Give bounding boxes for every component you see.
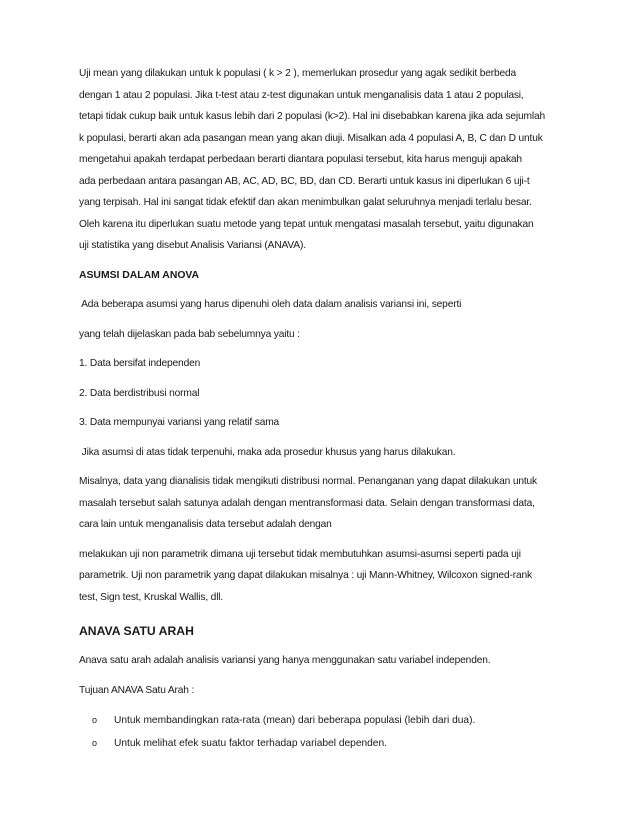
anava-definition: Anava satu arah adalah analisis variansi yang hanya menggunakan satu variabel independen. <box>79 655 491 666</box>
paragraph-line: parametrik. Uji non parametrik yang dapat dilakukan misalnya : uji Mann-Whitney, Wilcoxon signed-rank <box>79 570 532 581</box>
tujuan-list <box>79 709 569 755</box>
list-item <box>92 732 569 755</box>
paragraph-line: test, Sign test, Kruskal Wallis, dll. <box>79 591 224 603</box>
intro-paragraph <box>79 63 569 257</box>
intro-line: ada perbedaan antara pasangan AB, AC, AD, BC, BD, dan CD. Berarti untuk kasus ini diperlukan 6 uji-t <box>79 175 530 187</box>
intro-line: tetapi tidak cukup baik untuk kasus lebih dari 2 populasi (k>2). Hal ini disebabkan karena jika ada sejumlah <box>79 111 546 122</box>
list-item-text: Untuk membandingkan rata-rata (mean) dari beberapa populasi (lebih dari dua). <box>114 715 476 726</box>
anava-heading: ANAVA SATU ARAH <box>79 624 194 638</box>
intro-line: uji statistika yang disebut Analisis Variansi (ANAVA). <box>79 240 306 251</box>
bullet-icon: o <box>92 715 98 725</box>
asumsi-intro-line: Ada beberapa asumsi yang harus dipenuhi oleh data dalam analisis variansi ini, seperti <box>79 299 462 310</box>
paragraph-line: cara lain untuk menganalisis data tersebut adalah dengan <box>79 519 332 530</box>
asumsi-heading: ASUMSI DALAM ANOVA <box>79 269 200 281</box>
paragraph-line: masalah tersebut salah satunya adalah dengan mentransformasi data. Selain dengan transformasi data, <box>79 497 535 509</box>
paragraph-line: melakukan uji non parametrik dimana uji tersebut tidak membutuhkan asumsi-asumsi seperti pada uji <box>79 548 521 560</box>
document-page <box>79 63 569 755</box>
tujuan-label: Tujuan ANAVA Satu Arah : <box>79 684 195 696</box>
intro-line: dengan 1 atau 2 populasi. Jika t-test atau z-test digunakan untuk menganalisis data 1 atau 2 populasi, <box>79 89 524 101</box>
list-item-text: Untuk melihat efek suatu faktor terhadap variabel dependen. <box>114 738 387 749</box>
list-item <box>92 709 569 732</box>
asumsi-item: 3. Data mempunyai variansi yang relatif sama <box>79 417 280 428</box>
paragraph-line: Misalnya, data yang dianalisis tidak mengikuti distribusi normal. Penanganan yang dapat dilakukan untuk <box>79 476 537 487</box>
intro-line: mengetahui apakah terdapat perbedaan berarti diantara populasi tersebut, kita harus menguji apakah <box>79 154 522 165</box>
asumsi-paragraph-2 <box>79 471 569 536</box>
asumsi-note: Jika asumsi di atas tidak terpenuhi, maka ada prosedur khusus yang harus dilakukan. <box>79 446 456 458</box>
bullet-icon: o <box>92 738 98 748</box>
asumsi-item: 2. Data berdistribusi normal <box>79 387 200 399</box>
asumsi-intro-line: yang telah dijelaskan pada bab sebelumnya yaitu : <box>79 328 300 340</box>
intro-line: Uji mean yang dilakukan untuk k populasi ( k > 2 ), memerlukan prosedur yang agak sedikit berbeda <box>79 68 517 79</box>
intro-line: Oleh karena itu diperlukan suatu metode yang tepat untuk mengatasi masalah tersebut, yaitu digunakan <box>79 218 534 230</box>
asumsi-item: 1. Data bersifat independen <box>79 358 201 369</box>
intro-line: k populasi, berarti akan ada pasangan mean yang akan diuji. Misalkan ada 4 populasi A, B, C dan D untuk <box>79 132 543 144</box>
intro-line: yang terpisah. Hal ini sangat tidak efektif dan akan menimbulkan galat seluruhnya menjadi terlalu besar. <box>79 197 532 208</box>
asumsi-paragraph-3 <box>79 544 569 609</box>
